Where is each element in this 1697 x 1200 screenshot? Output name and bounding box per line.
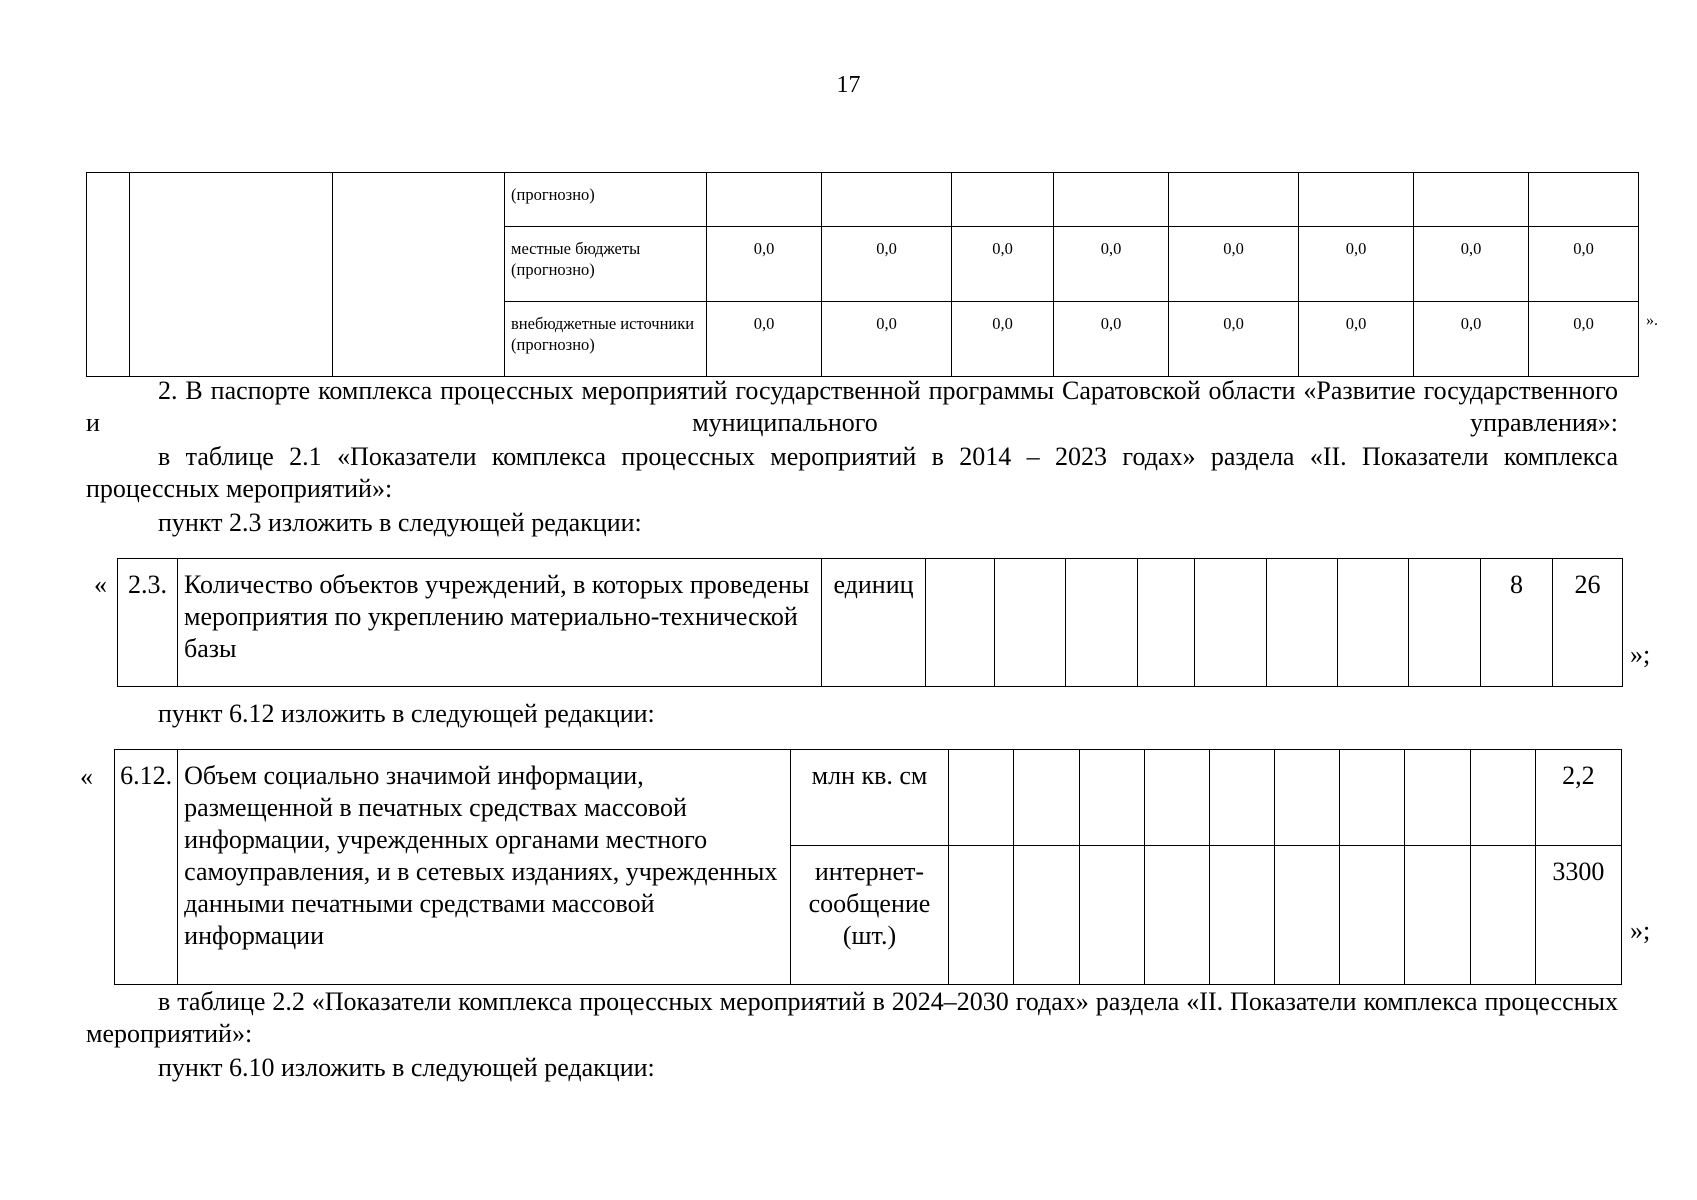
funding-table — [86, 172, 1639, 377]
value-cell — [952, 173, 1054, 227]
source-label: (прогнозно) — [505, 173, 707, 227]
value-cell — [1054, 173, 1169, 227]
value-cell — [1144, 846, 1209, 985]
unit-cell: единиц — [822, 559, 926, 687]
unit-cell: млн кв. см — [790, 750, 948, 846]
indicator-table-6-12 — [114, 749, 1622, 985]
value-cell: 0,0 — [1054, 227, 1169, 302]
value-cell: 0,0 — [1299, 302, 1414, 377]
paragraph-item-2-3: пункт 2.3 изложить в следующей редакции: — [158, 508, 642, 537]
value-cell: 0,0 — [1169, 302, 1299, 377]
page-number: 17 — [836, 72, 861, 98]
value-cell — [1079, 750, 1144, 846]
opening-quote: « — [94, 570, 107, 599]
value-cell — [1405, 750, 1470, 846]
table-row — [115, 750, 1622, 846]
value-cell: 0,0 — [1414, 227, 1529, 302]
closing-quote: »; — [1630, 916, 1651, 945]
value-cell — [949, 846, 1014, 985]
value-cell — [1338, 559, 1409, 687]
value-cell — [1340, 846, 1405, 985]
indicator-table-2-3 — [117, 558, 1623, 687]
value-cell — [1275, 750, 1340, 846]
source-label: местные бюджеты (прогнозно) — [505, 227, 707, 302]
value-cell: 0,0 — [1529, 302, 1639, 377]
item-number: 2.3. — [118, 559, 178, 687]
value-cell: 0,0 — [822, 302, 952, 377]
value-cell: 0,0 — [1529, 227, 1639, 302]
value-cell: 0,0 — [1414, 302, 1529, 377]
paragraph-item-6-10: пункт 6.10 изложить в следующей редакции: — [158, 1053, 655, 1082]
value-cell — [1079, 846, 1144, 985]
source-label: внебюджетные источники (прогнозно) — [505, 302, 707, 377]
value-cell — [1275, 846, 1340, 985]
value-cell: 0,0 — [1054, 302, 1169, 377]
paragraph-table-2-1 — [86, 441, 1618, 505]
value-cell: 0,0 — [1169, 227, 1299, 302]
item-number: 6.12. — [115, 750, 178, 985]
value-cell: 26 — [1553, 559, 1623, 687]
empty-cell — [130, 173, 333, 377]
unit-cell: интернет-сообщение (шт.) — [790, 846, 948, 985]
value-cell: 2,2 — [1535, 750, 1621, 846]
empty-cell — [333, 173, 505, 377]
table-row — [87, 173, 1639, 227]
value-cell — [1209, 846, 1274, 985]
value-cell — [926, 559, 995, 687]
value-cell: 0,0 — [707, 302, 822, 377]
table-row — [118, 559, 1623, 687]
value-cell — [1195, 559, 1267, 687]
closing-quote: »; — [1630, 640, 1651, 669]
value-cell: 0,0 — [707, 227, 822, 302]
value-cell — [1169, 173, 1299, 227]
value-cell: 8 — [1481, 559, 1553, 687]
indicator-name: Количество объектов учреждений, в которых проведены мероприятия по укреплению материально-технической базы — [178, 559, 822, 687]
value-cell — [1209, 750, 1274, 846]
value-cell — [822, 173, 952, 227]
paragraph-text: в таблице 2.1 «Показатели комплекса процессных мероприятий в 2014 – 2023 годах» раздела «II. Показатели комплекса процессных мероприятий»: — [86, 442, 1618, 503]
value-cell — [1470, 750, 1535, 846]
closing-quote: ». — [1646, 312, 1658, 329]
paragraph-text: 2. В паспорте комплекса процессных мероприятий государственной программы Саратовской области «Развитие государственного и муниципального управления»: — [86, 376, 1618, 437]
opening-quote: « — [80, 762, 93, 791]
value-cell — [1138, 559, 1195, 687]
value-cell — [1014, 846, 1079, 985]
paragraph-text: в таблице 2.2 «Показатели комплекса процессных мероприятий в 2024–2030 годах» раздела «II. Показатели комплекса процессных мероприятий»: — [86, 987, 1618, 1048]
value-cell — [1414, 173, 1529, 227]
value-cell: 0,0 — [1299, 227, 1414, 302]
value-cell — [1014, 750, 1079, 846]
paragraph-item-6-12: пункт 6.12 изложить в следующей редакции: — [158, 699, 655, 728]
value-cell — [1066, 559, 1138, 687]
value-cell — [1529, 173, 1639, 227]
paragraph-2 — [86, 375, 1618, 439]
value-cell — [1340, 750, 1405, 846]
value-cell: 0,0 — [822, 227, 952, 302]
empty-cell — [87, 173, 130, 377]
indicator-name: Объем социально значимой информации, размещенной в печатных средствах массовой информации, учрежденных органами местного самоуправления, и в сетевых изданиях, учрежденных данными печатными средствами массовой информации — [178, 750, 791, 985]
value-cell — [995, 559, 1066, 687]
value-cell — [1144, 750, 1209, 846]
value-cell — [1267, 559, 1338, 687]
value-cell — [1470, 846, 1535, 985]
value-cell — [949, 750, 1014, 846]
value-cell: 0,0 — [952, 302, 1054, 377]
value-cell — [1409, 559, 1481, 687]
value-cell: 0,0 — [952, 227, 1054, 302]
value-cell — [707, 173, 822, 227]
paragraph-table-2-2 — [86, 986, 1618, 1050]
value-cell — [1405, 846, 1470, 985]
value-cell: 3300 — [1535, 846, 1621, 985]
value-cell — [1299, 173, 1414, 227]
